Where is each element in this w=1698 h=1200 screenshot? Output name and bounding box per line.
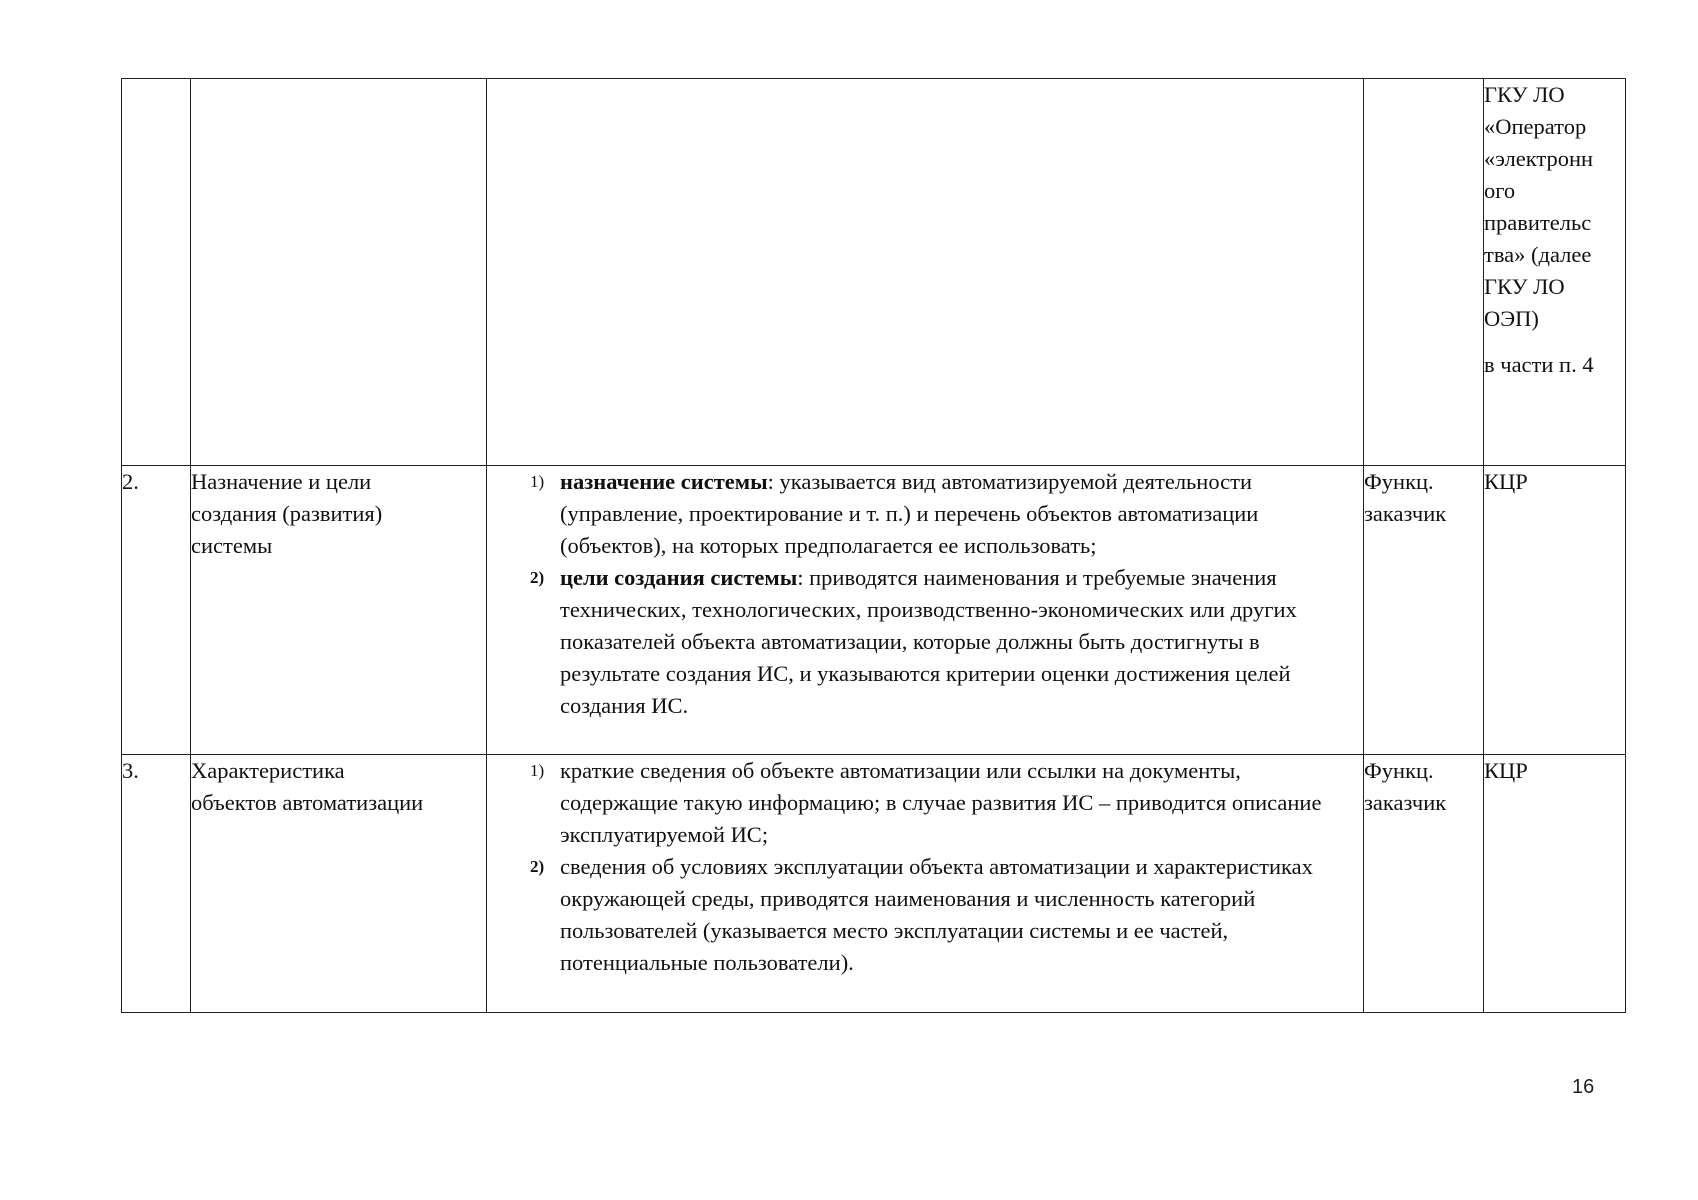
- list-item: [487, 851, 1363, 979]
- agreement-line: правительс: [1484, 210, 1592, 235]
- agreement-line: ОЭП): [1484, 306, 1539, 331]
- section-name-line: создания (развития): [191, 501, 383, 526]
- responsible-line: Функц.: [1364, 758, 1434, 783]
- row1-agreement-cell: [1484, 79, 1626, 466]
- agreement-line: «Оператор: [1484, 114, 1587, 139]
- agreement-line: ого: [1484, 178, 1516, 203]
- list-item: [487, 755, 1363, 851]
- responsible-line: заказчик: [1364, 790, 1447, 815]
- responsible-cell: [1364, 466, 1484, 755]
- list-marker: 2): [530, 857, 545, 876]
- item-text: : указывается вид автоматизируемой деятельности (управление, проектирование и т. п.) и перечень объектов автоматизации (объектов), на которых предполагается ее использовать;: [560, 469, 1259, 558]
- description-list: [487, 466, 1363, 722]
- section-name-line: системы: [191, 533, 273, 558]
- row-number: 2.: [122, 466, 191, 755]
- agreement-cell: КЦР: [1484, 755, 1626, 1013]
- responsible-line: Функц.: [1364, 469, 1434, 494]
- agreement-line: «электронн: [1484, 146, 1594, 171]
- description-cell: [487, 755, 1364, 1013]
- section-name-cell: [191, 755, 487, 1013]
- agreement-note: в части п. 4: [1484, 352, 1594, 377]
- table-row: [122, 79, 1626, 466]
- item-term: назначение системы: [560, 469, 768, 494]
- section-name-line: объектов автоматизации: [191, 790, 424, 815]
- list-marker: 2): [530, 568, 545, 587]
- row1-name-cell: [191, 79, 487, 466]
- item-text: : приводятся наименования и требуемые значения технических, технологических, производственно-экономических или других показателей объекта автоматизации, которые должны быть достигнуты в результате создания ИС, и указываются критерии оценки достижения целей создания ИС.: [560, 565, 1297, 718]
- page-number: 16: [1572, 1076, 1595, 1098]
- responsible-cell: [1364, 755, 1484, 1013]
- agreement-line: ГКУ ЛО: [1484, 274, 1565, 299]
- item-text: сведения об условиях эксплуатации объекта автоматизации и характеристиках окружающей среды, приводятся наименования и численность категорий пользователей (указывается место эксплуатации системы и ее частей, потенциальные пользователи).: [560, 854, 1313, 975]
- agreement-cell: КЦР: [1484, 466, 1626, 755]
- agreement-line: ГКУ ЛО: [1484, 82, 1565, 107]
- responsible-line: заказчик: [1364, 501, 1447, 526]
- item-term: цели создания системы: [560, 565, 798, 590]
- table-row: [122, 466, 1626, 755]
- row1-description-cell: [487, 79, 1364, 466]
- row-number: 3.: [122, 755, 191, 1013]
- row1-number-cell: [122, 79, 191, 466]
- section-name-cell: [191, 466, 487, 755]
- description-list: [487, 755, 1363, 979]
- item-text: краткие сведения об объекте автоматизации или ссылки на документы, содержащие такую информацию; в случае развития ИС – приводится описание эксплуатируемой ИС;: [560, 758, 1322, 847]
- table-row: [122, 755, 1626, 1013]
- row1-responsible-cell: [1364, 79, 1484, 466]
- list-item: [487, 466, 1363, 562]
- list-item: [487, 562, 1363, 722]
- section-name-line: Назначение и цели: [191, 469, 372, 494]
- requirements-table: [121, 78, 1626, 1013]
- agreement-line: тва» (далее: [1484, 242, 1592, 267]
- list-marker: 1): [530, 472, 545, 491]
- section-name-line: Характеристика: [191, 758, 345, 783]
- description-cell: [487, 466, 1364, 755]
- list-marker: 1): [530, 761, 545, 780]
